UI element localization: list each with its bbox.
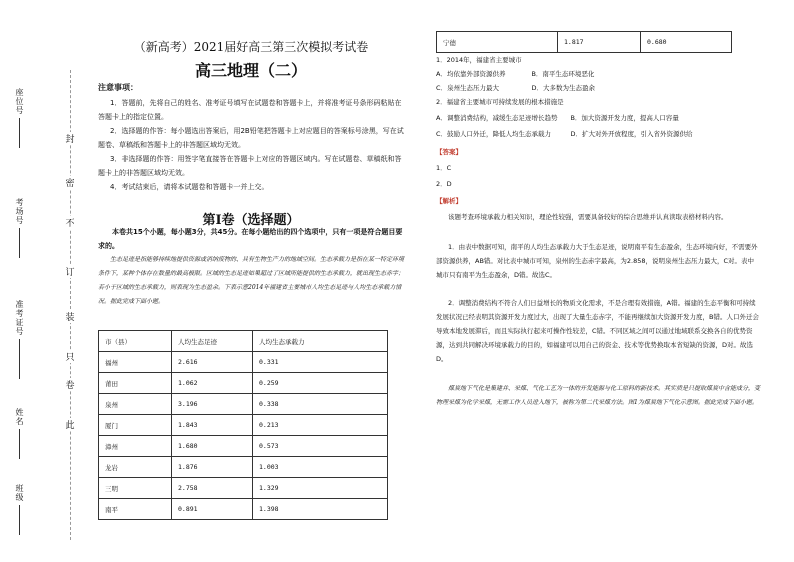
notice-item: 4．考试结束后，请将本试题卷和答题卡一并上交。 (110, 183, 269, 191)
table-cell: 1.398 (253, 499, 388, 520)
table-cell: 三明 (99, 478, 172, 499)
table-cell: 宁德 (437, 32, 558, 53)
notice-item: 1．答题前，先将自己的姓名、准考证号填写在试题卷和答题卡上，并将准考证号条形码粘贴在答题卡上的指定位置。 (98, 99, 402, 121)
column-header: 人均生态足迹 (172, 331, 253, 352)
seal-char: 卷 (62, 378, 78, 391)
analysis-paragraph: 1．由表中数据可知，南平的人均生态承载力大于生态足迹，说明南平有生态盈余，生态环境向好，不需要外部资源供养，AB错。对比表中城市可知，泉州的生态赤字最高，为2.858，说明泉州生态压力最大，C对。表中城市只有南平为生态盈余，D错。故选C。 (436, 243, 758, 279)
binding-strip (0, 0, 92, 562)
table-cell: 0.573 (253, 436, 388, 457)
column-header: 人均生态承载力 (253, 331, 388, 352)
table-cell: 1.843 (172, 415, 253, 436)
table-row (99, 457, 388, 478)
field-label: 姓名 (15, 408, 24, 426)
table-row (99, 394, 388, 415)
table-cell: 1.003 (253, 457, 388, 478)
analysis-tag: 【解析】 (436, 197, 462, 205)
table-cell: 1.680 (172, 436, 253, 457)
table-cell: 0.213 (253, 415, 388, 436)
part-title: 第Ⅰ卷（选择题） (202, 213, 300, 228)
answer-tag: 【答案】 (436, 148, 462, 156)
question-option: A．调整消费结构，减缓生态足迹增长趋势 B．加大资源开发力度，提高人口容量 (436, 114, 679, 122)
table-cell: 2.616 (172, 352, 253, 373)
name-field[interactable] (14, 408, 25, 459)
table-row (99, 352, 388, 373)
next-material: 煤炭地下气化是集建井、采煤、气化工艺为一体的开发能源与化工原料的新技术。其实质是只提取煤炭中含能成分，变物理采煤为化学采煤，无需工作人员进入地下，被称为第二代采煤方法。图1为煤炭地下气化示意图。据此完成下面小题。 (436, 385, 761, 406)
table-cell: 1.817 (558, 32, 641, 53)
field-label: 座位号 (15, 88, 24, 115)
table-cell: 龙岩 (99, 457, 172, 478)
question-option: A．均依靠外部资源供养 B．南平生态环境恶化 (436, 70, 595, 78)
answer-item: 2．D (436, 180, 452, 188)
notice-heading: 注意事项： (98, 83, 138, 92)
question-stem: 1．2014年，福建省主要城市 (436, 56, 522, 64)
seal-char: 装 (62, 310, 78, 323)
table-header-row (99, 331, 388, 352)
table-cell: 0.338 (253, 394, 388, 415)
table-cell: 1.062 (172, 373, 253, 394)
subject-title: 高三地理（二） (194, 61, 307, 80)
question-stem: 2．福建省主要城市可持续发展的根本措施是 (436, 98, 564, 106)
seal-char: 封 (62, 132, 78, 145)
table-cell: 0.259 (253, 373, 388, 394)
table-cell: 1.329 (253, 478, 388, 499)
table-cell: 2.758 (172, 478, 253, 499)
table-row (99, 478, 388, 499)
answer-item: 1．C (436, 164, 452, 172)
footprint-table (98, 330, 388, 520)
table-cell: 3.196 (172, 394, 253, 415)
table-cell: 厦门 (99, 415, 172, 436)
notice-item: 3．非选择题的作答：用签字笔直接答在答题卡上对应的答题区域内。写在试题卷、草稿纸和答题卡上的非答题区域均无效。 (98, 155, 402, 177)
analysis-paragraph: 2．调整消费结构不符合人们日益增长的物质文化需求，不是合理有效措施，A错。福建的生态平衡和可持续发展状况已经表明其资源开发力度过大，出现了大量生态赤字，不能再继续加大资源开发力度，B错。人口外迁会导致本地发展滞后，而且实际执行起来可操作性较差，C错。不同区域之间可以通过地域联系交换各自的优势资源，达到共同解决环境承载力的目的，如福建可以用自己的资金、技术等优势换取本省短缺的资源，D对。故选D。 (436, 299, 759, 363)
class-field[interactable] (14, 484, 25, 535)
admission-number-field[interactable] (14, 300, 25, 379)
table-cell: 福州 (99, 352, 172, 373)
table-cell: 南平 (99, 499, 172, 520)
column-header: 市（县） (99, 331, 172, 352)
table-row (99, 415, 388, 436)
seal-char: 密 (62, 176, 78, 189)
table-row (99, 499, 388, 520)
table-cell: 1.876 (172, 457, 253, 478)
table-row (99, 373, 388, 394)
right-column (430, 0, 766, 562)
seal-char: 不 (62, 216, 78, 229)
exam-room-field[interactable] (14, 198, 25, 258)
analysis-paragraph: 该题考查环境承载力相关知识，理论性较强，需要具备较好的综合思维并认真读取表格材料内容。 (448, 213, 728, 221)
field-label: 班级 (15, 484, 24, 502)
table-cell: 0.680 (641, 32, 732, 53)
seal-char: 此 (62, 418, 78, 431)
notice-item: 2．选择题的作答：每小题选出答案后，用2B铅笔把答题卡上对应题目的答案标号涂黑，写在试题卷、草稿纸和答题卡上的非答题区域均无效。 (98, 127, 404, 149)
table-cell: 漳州 (99, 436, 172, 457)
exam-title: （新高考）2021届好高三第三次模拟考试卷 (133, 40, 369, 54)
part-intro: 本卷共15个小题，每小题3分，共45分。在每小题给出的四个选项中，只有一项是符合题目要求的。 (98, 228, 403, 250)
question-option: C．鼓励人口外迁，降低人均生态承载力 D．扩大对外开放程度，引入省外资源供给 (436, 130, 693, 138)
table-row (99, 436, 388, 457)
question-option: C．泉州生态压力最大 D．大多数为生态盈余 (436, 84, 596, 92)
table-cell: 泉州 (99, 394, 172, 415)
seal-char: 订 (62, 265, 78, 278)
field-label: 考场号 (15, 198, 24, 225)
field-label: 准考证号 (15, 300, 24, 336)
table-cell: 莆田 (99, 373, 172, 394)
material-text: 生态足迹是指能够持续地提供资源或消纳废物的、具有生物生产力的地域空间。生态承载力是指在某一特定环境条件下，某种个体存在数量的最高极限。区域的生态足迹如果超过了区域所能提供的生态承载力，就出现生态赤字；若小于区域的生态承载力，则表现为生态盈余。下表示意2014年福建省主要城市人均生态足迹与人均生态承载力情况。据此完成下面小题。 (98, 256, 405, 305)
seal-char: 只 (62, 350, 78, 363)
table-cell: 0.331 (253, 352, 388, 373)
seat-number-field[interactable] (14, 88, 25, 148)
table-cell: 0.891 (172, 499, 253, 520)
